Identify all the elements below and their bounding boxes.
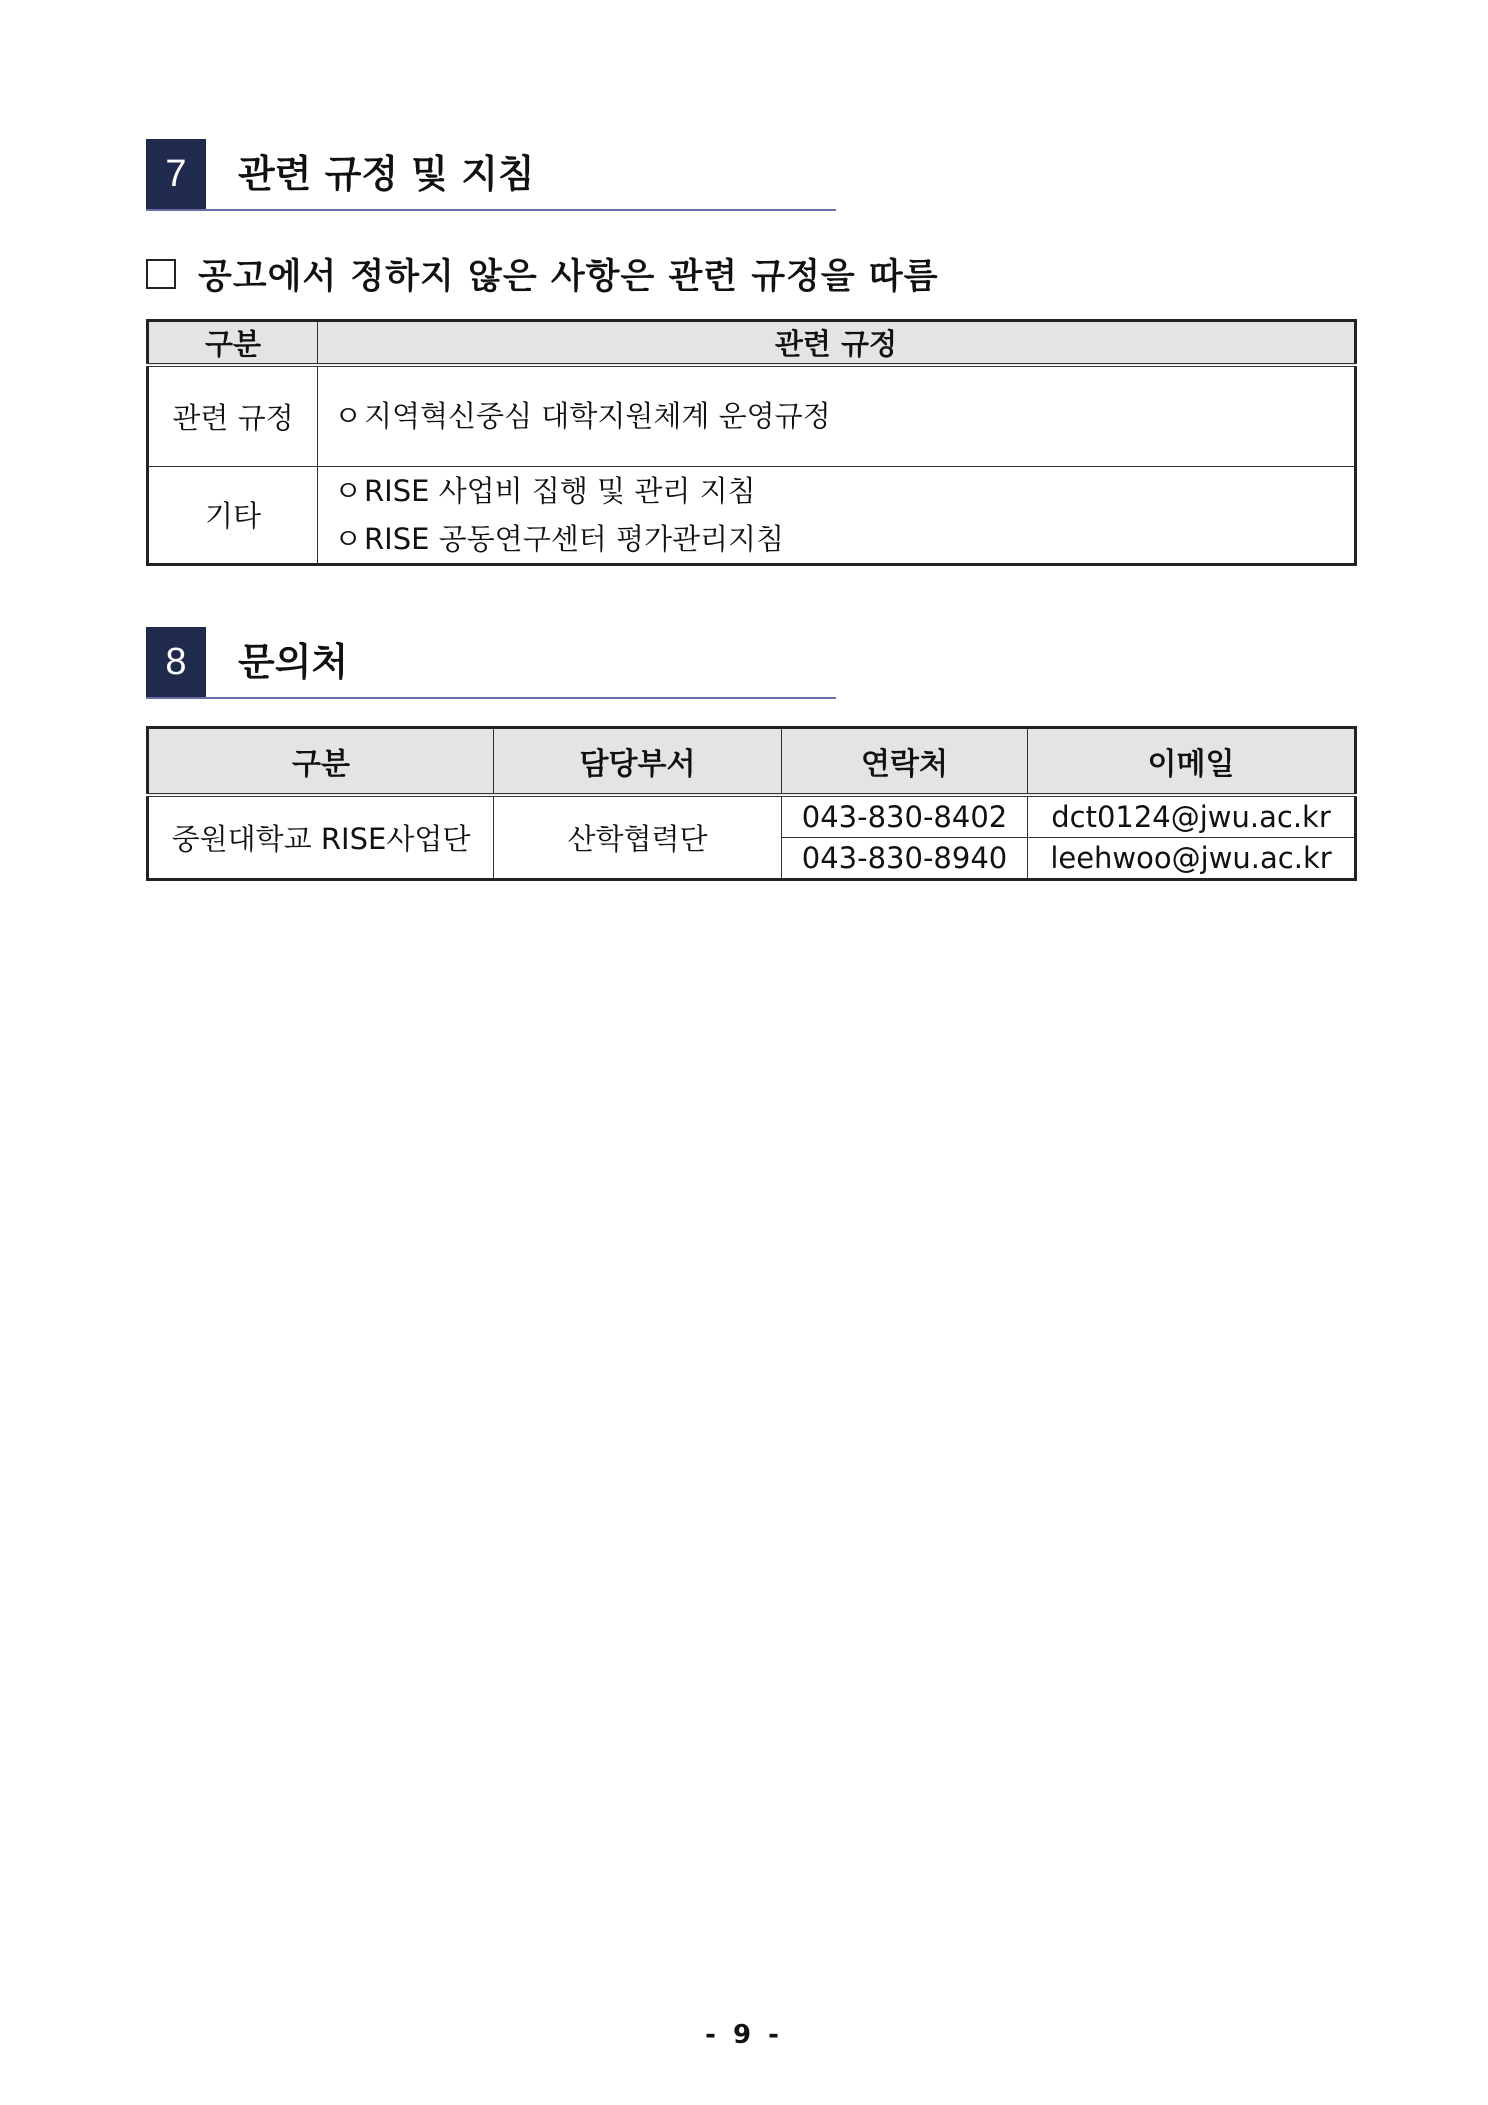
row-category: 관련 규정 <box>148 365 318 466</box>
header-regulation: 관련 규정 <box>318 321 1356 366</box>
org-name: 중원대학교 RISE사업단 <box>148 795 494 880</box>
email-address: dct0124@jwu.ac.kr <box>1028 795 1356 838</box>
section-7-heading <box>146 139 836 211</box>
table-row <box>148 466 1356 564</box>
regulations-table <box>146 319 1357 566</box>
header-phone: 연락처 <box>782 728 1028 796</box>
section-title: 문의처 <box>238 640 349 684</box>
email-address: leehwoo@jwu.ac.kr <box>1028 838 1356 880</box>
list-item: ㅇRISE 공동연구센터 평가관리지침 <box>334 515 1354 563</box>
table-header-row <box>148 728 1356 796</box>
department-name: 산학협력단 <box>494 795 782 880</box>
page-number: - 9 - <box>705 2020 783 2050</box>
table-row <box>148 795 1356 838</box>
section-7-note <box>146 248 939 300</box>
contact-table <box>146 726 1357 881</box>
list-item: ㅇRISE 사업비 집행 및 관리 지침 <box>334 467 1354 515</box>
note-text: 공고에서 정하지 않은 사항은 관련 규정을 따름 <box>198 257 939 297</box>
row-regulations <box>318 365 1356 466</box>
bullet-icon: ㅇ <box>334 521 363 556</box>
row-regulations <box>318 466 1356 564</box>
header-email: 이메일 <box>1028 728 1356 796</box>
header-category: 구분 <box>148 321 318 366</box>
bullet-icon: ㅇ <box>334 473 363 508</box>
section-number: 7 <box>146 139 206 209</box>
phone-number: 043-830-8940 <box>782 838 1028 880</box>
bullet-icon: ㅇ <box>334 399 363 434</box>
section-underline <box>146 209 836 211</box>
section-underline <box>146 697 836 699</box>
section-8-heading <box>146 627 836 699</box>
phone-number: 043-830-8402 <box>782 795 1028 838</box>
header-department: 담당부서 <box>494 728 782 796</box>
checkbox-square-icon <box>146 259 176 289</box>
section-number: 8 <box>146 627 206 697</box>
table-row <box>148 365 1356 466</box>
table-header-row <box>148 321 1356 366</box>
header-category: 구분 <box>148 728 494 796</box>
list-item: ㅇ지역혁신중심 대학지원체계 운영규정 <box>334 392 1354 440</box>
section-title: 관련 규정 및 지침 <box>238 152 535 196</box>
row-category: 기타 <box>148 466 318 564</box>
